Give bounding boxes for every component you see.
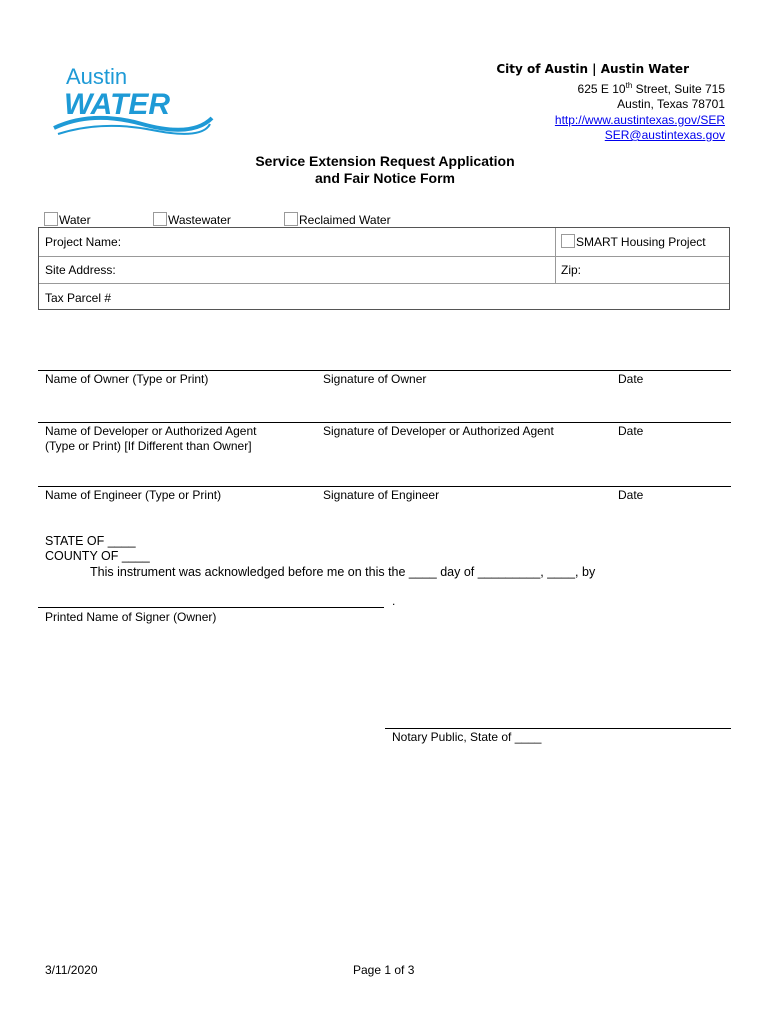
developer-date-label: Date xyxy=(618,424,644,438)
street-address xyxy=(496,78,725,98)
zip-field[interactable] xyxy=(587,258,722,280)
engineer-date-label: Date xyxy=(618,488,644,502)
column-divider xyxy=(555,256,556,283)
project-name-field[interactable] xyxy=(119,230,549,252)
site-address-row xyxy=(39,256,729,284)
city-state-zip: Austin, Texas 78701 xyxy=(617,97,725,111)
logo-text-austin: Austin xyxy=(66,64,128,89)
engineer-signature-line[interactable] xyxy=(38,486,731,487)
wastewater-option[interactable] xyxy=(153,212,231,227)
developer-signature-label: Signature of Developer or Authorized Agent xyxy=(323,424,554,438)
reclaimed-water-checkbox[interactable] xyxy=(284,212,298,226)
title-line-1: Service Extension Request Application xyxy=(255,153,515,169)
header-address xyxy=(496,62,725,144)
water-checkbox[interactable] xyxy=(44,212,58,226)
project-name-row xyxy=(39,228,729,257)
smart-housing-option[interactable] xyxy=(561,234,706,249)
county-of-label: COUNTY OF ____ xyxy=(45,549,150,563)
state-of-label: STATE OF ____ xyxy=(45,534,136,548)
website-link[interactable]: http://www.austintexas.gov/SER xyxy=(554,112,725,127)
notary-public-label: Notary Public, State of ____ xyxy=(392,730,542,744)
footer-date: 3/11/2020 xyxy=(45,963,98,977)
tax-parcel-label: Tax Parcel # xyxy=(45,291,112,305)
logo-text-water: WATER xyxy=(64,88,171,121)
notary-signature-line[interactable] xyxy=(385,728,731,729)
smart-housing-checkbox[interactable] xyxy=(561,234,575,248)
reclaimed-water-label: Reclaimed Water xyxy=(299,213,391,227)
engineer-signature-label: Signature of Engineer xyxy=(323,488,440,502)
water-option[interactable] xyxy=(44,212,91,227)
street-name: Street, Suite 715 xyxy=(632,81,725,96)
email-link[interactable]: SER@austintexas.gov xyxy=(604,128,725,142)
printed-name-line[interactable] xyxy=(38,607,384,608)
site-address-label: Site Address: xyxy=(45,263,116,277)
developer-name-label xyxy=(45,424,256,454)
site-address-field[interactable] xyxy=(119,258,549,280)
developer-name-label-line-1: Name of Developer or Authorized Agent xyxy=(45,424,257,438)
tax-parcel-field[interactable] xyxy=(119,286,719,308)
owner-date-label: Date xyxy=(618,372,644,386)
owner-signature-label: Signature of Owner xyxy=(323,372,427,386)
wastewater-checkbox[interactable] xyxy=(153,212,167,226)
org-name: City of Austin | Austin Water xyxy=(496,62,689,76)
developer-signature-line[interactable] xyxy=(38,422,731,423)
project-info-box xyxy=(38,227,730,310)
developer-name-label-line-2: (Type or Print) [If Different than Owner] xyxy=(45,439,252,453)
owner-name-label: Name of Owner (Type or Print) xyxy=(45,372,209,386)
page-number: Page 1 of 3 xyxy=(353,963,415,977)
acknowledgment-text: This instrument was acknowledged before me on this the ____ day of _________, ____, by xyxy=(90,565,596,579)
smart-housing-label: SMART Housing Project xyxy=(576,235,706,249)
austin-water-logo xyxy=(52,62,222,142)
street-number: 625 E 10 xyxy=(577,81,626,96)
title-line-2: and Fair Notice Form xyxy=(314,170,456,186)
project-name-label: Project Name: xyxy=(45,235,122,249)
street-suffix: th xyxy=(625,80,633,90)
column-divider xyxy=(555,228,556,256)
form-title xyxy=(0,153,770,187)
period-mark: . xyxy=(392,594,396,608)
zip-label: Zip: xyxy=(561,263,582,277)
reclaimed-water-option[interactable] xyxy=(284,212,391,227)
printed-name-label: Printed Name of Signer (Owner) xyxy=(45,610,217,624)
wastewater-label: Wastewater xyxy=(168,213,231,227)
water-label: Water xyxy=(59,213,91,227)
engineer-name-label: Name of Engineer (Type or Print) xyxy=(45,488,222,502)
owner-signature-line[interactable] xyxy=(38,370,731,371)
